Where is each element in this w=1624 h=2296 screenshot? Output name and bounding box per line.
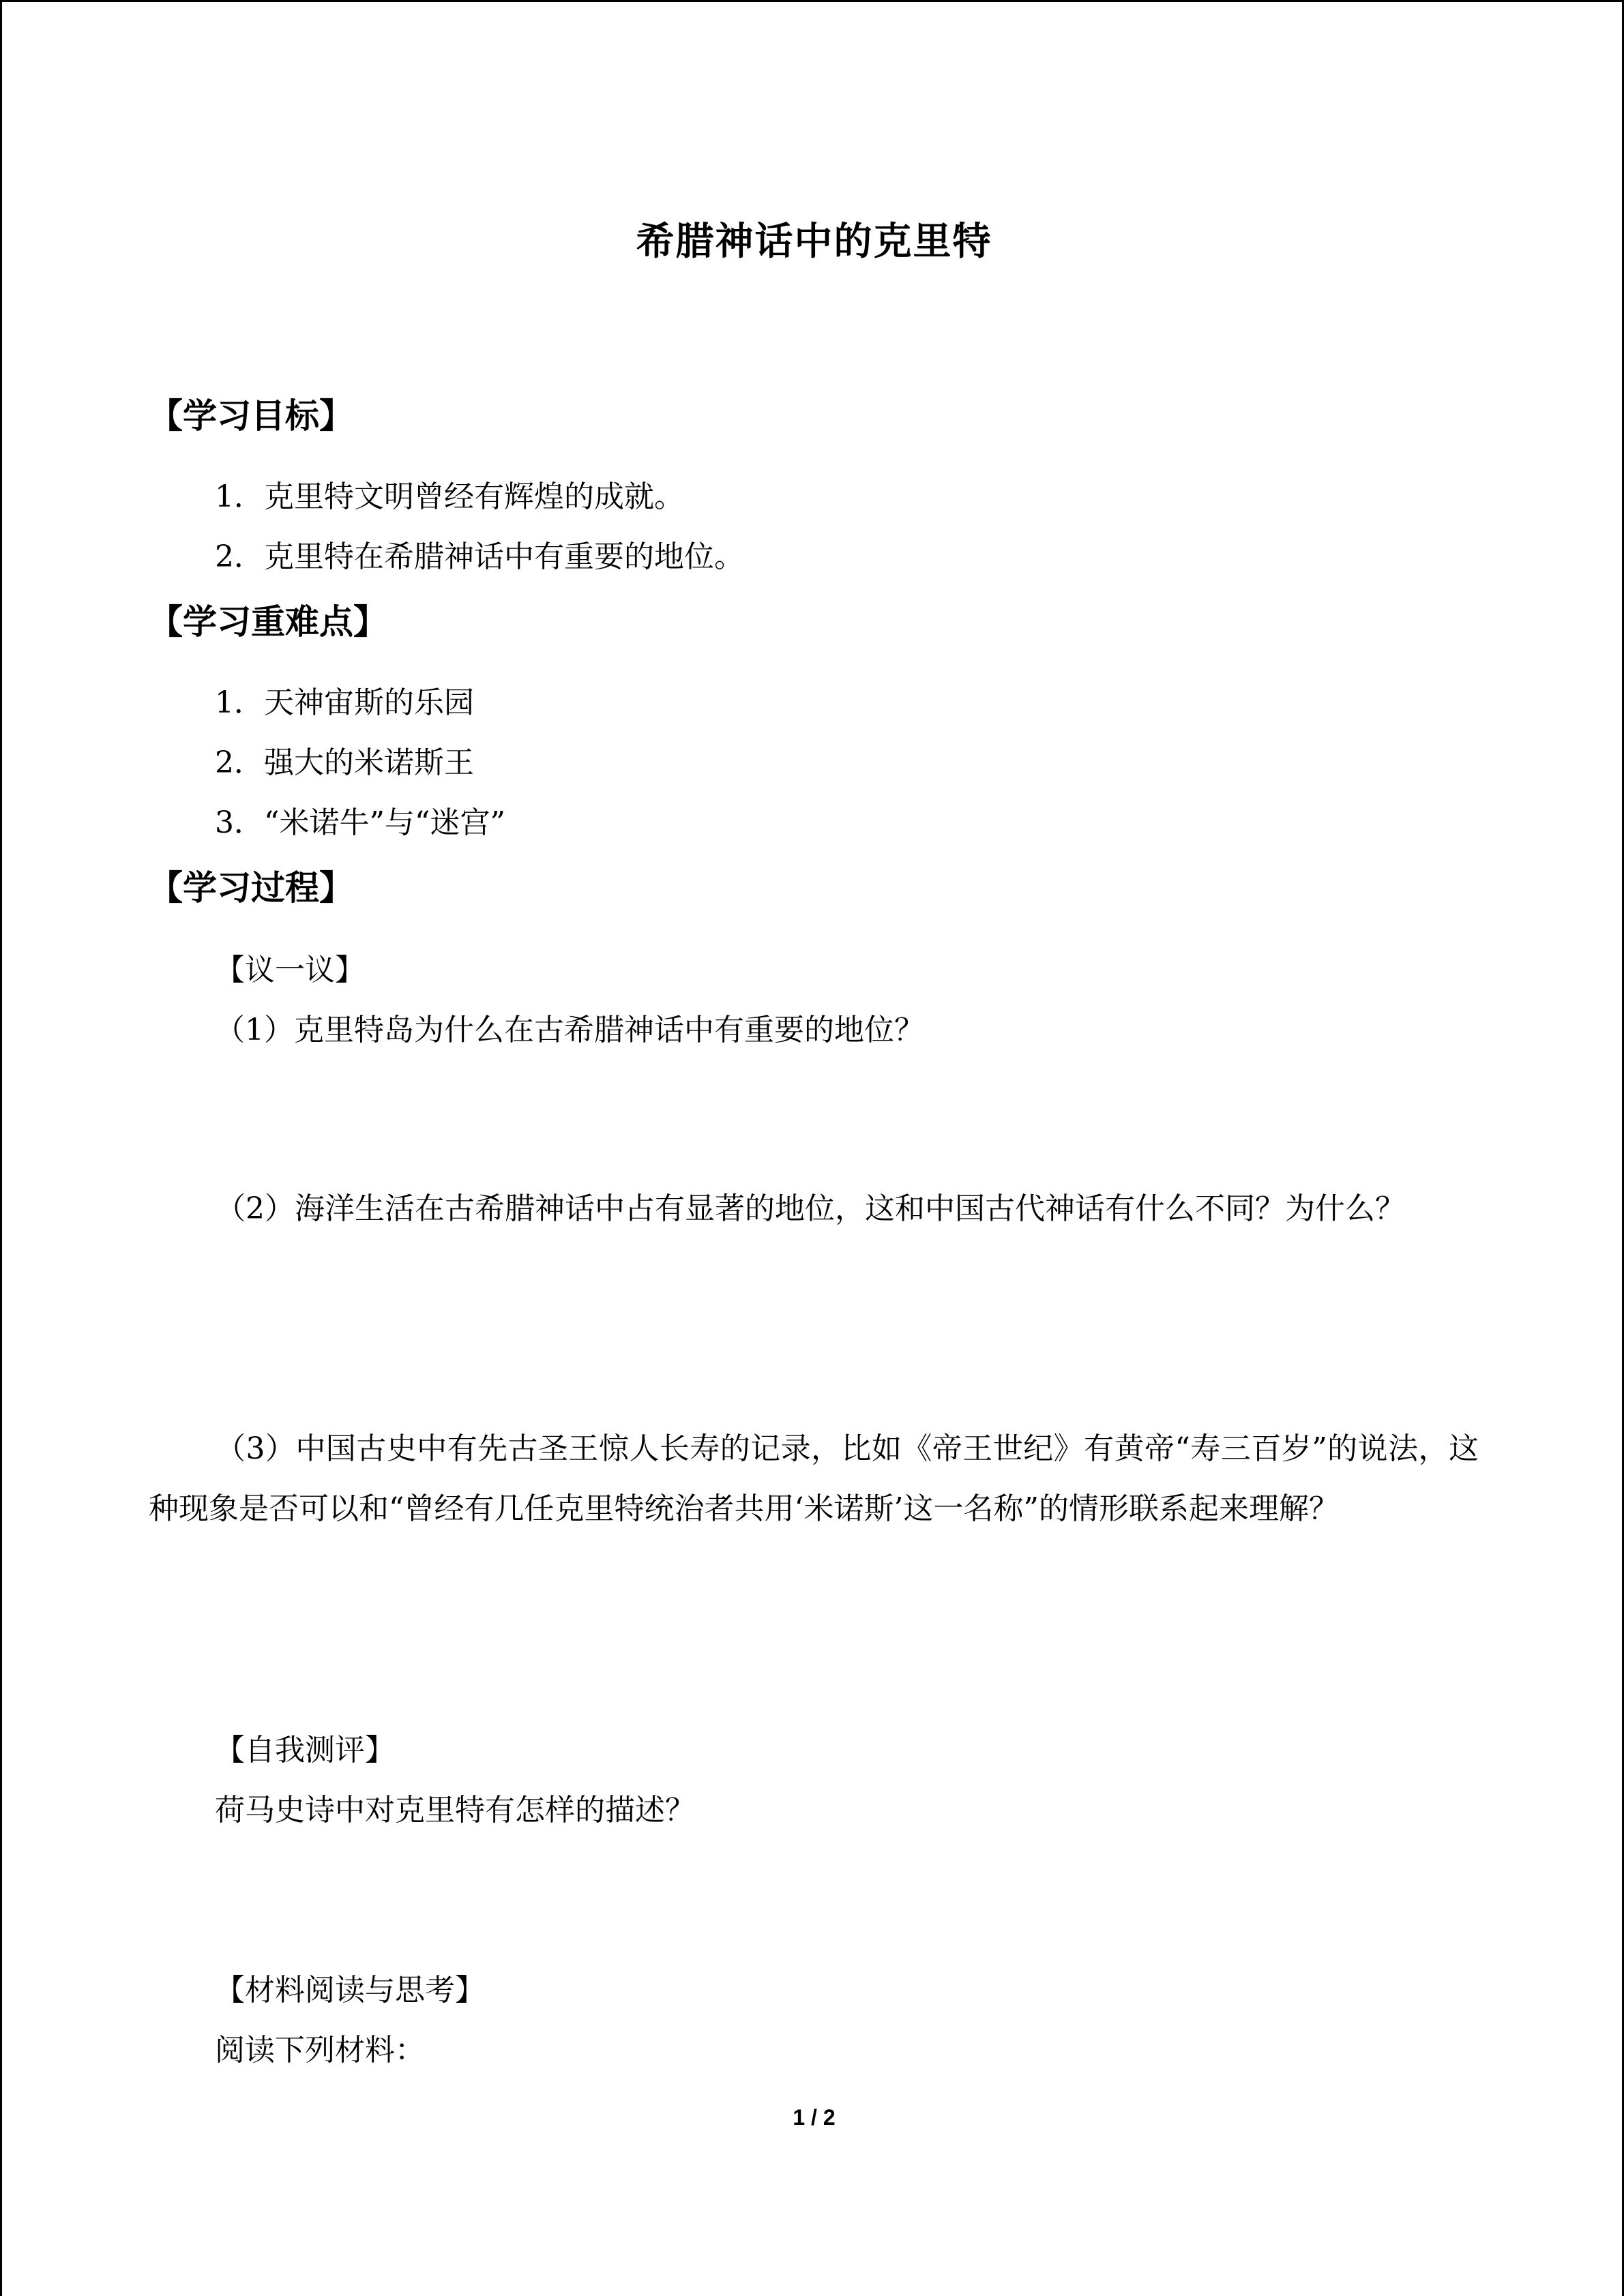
self-test-label: 【自我测评】: [215, 1733, 395, 1768]
key-point-item: 3．“米诺牛”与“迷宫”: [215, 805, 505, 840]
section-heading-key-points: 【学习重难点】: [149, 602, 387, 642]
discuss-question-3: （3）中国古史中有先古圣王惊人长寿的记录，比如《帝王世纪》有黄帝“寿三百岁”的说法，这种现象是否可以和“曾经有几任克里特统治者共用‘米诺斯’这一名称”的情形联系起来理解？: [149, 1431, 1479, 1526]
goal-item: 2．克里特在希腊神话中有重要的地位。: [215, 539, 744, 574]
discuss-question-1: （1）克里特岛为什么在古希腊神话中有重要的地位？: [215, 1013, 924, 1047]
page-number: 1 / 2: [793, 2105, 836, 2130]
self-test-question: 荷马史诗中对克里特有怎样的描述？: [215, 1793, 695, 1828]
reading-label: 【材料阅读与思考】: [215, 1973, 485, 2008]
discuss-label: 【议一议】: [215, 953, 365, 987]
key-point-item: 1．天神宙斯的乐园: [215, 685, 474, 720]
section-heading-process: 【学习过程】: [149, 868, 353, 908]
key-point-item: 2．强大的米诺斯王: [215, 745, 474, 780]
goal-item: 1．克里特文明曾经有辉煌的成就。: [215, 479, 684, 514]
reading-instruction: 阅读下列材料：: [215, 2033, 425, 2068]
document-title: 希腊神话中的克里特: [636, 220, 992, 264]
section-heading-goals: 【学习目标】: [149, 396, 353, 436]
discuss-question-2: （2）海洋生活在古希腊神话中占有显著的地位，这和中国古代神话有什么不同？为什么？: [216, 1191, 1405, 1226]
